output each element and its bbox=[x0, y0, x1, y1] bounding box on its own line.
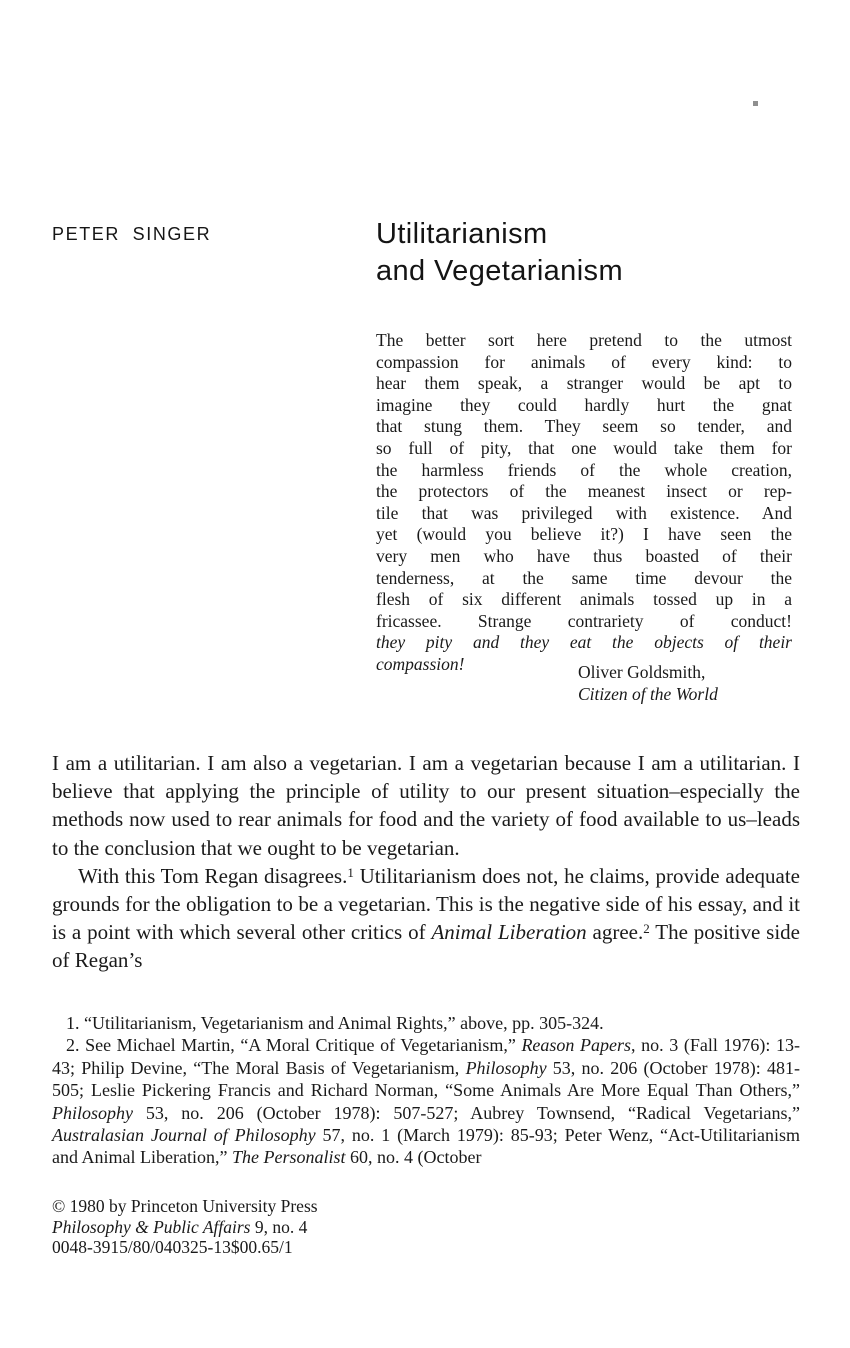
epigraph-line: yet (would you believe it?) I have seen the bbox=[376, 524, 792, 545]
footnote-text: 57, no. 1 (March 1979): 85-93; Peter Wenz, “Act-Utilitarianism and Animal Liberation,” bbox=[52, 1125, 801, 1168]
attribution-work-title: Citizen of the World bbox=[578, 684, 718, 705]
footnote-text: 53, no. 206 (October 1978): 507-527; Aubrey Townsend, “Radical Vegetarians,” bbox=[133, 1102, 800, 1123]
journal-issue: 9, no. 4 bbox=[254, 1216, 308, 1237]
journal-title: Reason Papers bbox=[521, 1035, 632, 1056]
epigraph-line: so full of pity, that one would take them for bbox=[376, 437, 792, 458]
paragraph-text: Utilitarianism does not, he claims, provide adequate grounds for the obligation to be a vegetarian. This is the negative side of his essay, and it is a point with which several other critics of bbox=[52, 863, 800, 945]
epigraph-line: tenderness, at the same time devour the bbox=[376, 567, 792, 588]
journal-title: The Personalist bbox=[231, 1147, 346, 1168]
book-title: Animal Liberation bbox=[431, 920, 587, 945]
epigraph-line-italic: they pity and they eat the objects of their bbox=[376, 632, 792, 653]
epigraph-line: The better sort here pretend to the utmost bbox=[376, 330, 792, 350]
article-title-line-2: and Vegetarianism bbox=[376, 254, 624, 287]
scan-speck bbox=[753, 101, 758, 106]
epigraph-line: that stung them. They seem so tender, and bbox=[376, 416, 792, 437]
body-paragraph-2 bbox=[52, 862, 800, 975]
paragraph-text: agree. bbox=[586, 920, 644, 945]
issn-price-line: 0048-3915/80/040325-13$00.65/1 bbox=[52, 1237, 293, 1258]
epigraph-line: flesh of six different animals tossed up in a bbox=[376, 589, 792, 610]
journal-title: Australasian Journal of Philosophy bbox=[52, 1125, 316, 1146]
body-paragraph-1 bbox=[52, 749, 800, 862]
epigraph-line-italic: compassion! bbox=[376, 653, 465, 674]
journal-title: Philosophy bbox=[52, 1102, 133, 1123]
paragraph-text: The positive side of Regan’s bbox=[52, 920, 800, 973]
footnote-text: 2. See Michael Martin, “A Moral Critique of Vegetarianism,” bbox=[66, 1035, 522, 1056]
footnotes-block bbox=[52, 1012, 800, 1169]
journal-title: Philosophy bbox=[465, 1057, 547, 1078]
footnote-text: , no. 3 (Fall 1976): 13-43; Philip Devine, “The Moral Basis of Vegetarianism, bbox=[52, 1035, 801, 1078]
article-body bbox=[52, 749, 800, 975]
copyright-line: © 1980 by Princeton University Press bbox=[52, 1196, 318, 1216]
article-title bbox=[376, 216, 623, 289]
journal-name: Philosophy & Public Affairs bbox=[52, 1216, 255, 1237]
epigraph-line: the harmless friends of the whole creation, bbox=[376, 459, 792, 480]
article-title-line-1: Utilitarianism bbox=[376, 218, 548, 250]
author-name: PETER SINGER bbox=[52, 224, 212, 244]
footnote-ref-2: 2 bbox=[643, 921, 650, 937]
journal-issue-line bbox=[52, 1217, 318, 1238]
footnote-text: 53, no. 206 (October 1978): 481-505; Leslie Pickering Francis and Richard Norman, “Some Animals Are More Equal Than Others,” bbox=[52, 1057, 800, 1101]
epigraph-line: hear them speak, a stranger would be apt to bbox=[376, 373, 792, 394]
epigraph-line: very men who have thus boasted of their bbox=[376, 545, 792, 566]
epigraph-line: fricassee. Strange contrariety of conduct! bbox=[376, 610, 792, 631]
epigraph-quote bbox=[376, 330, 792, 676]
footnote-1 bbox=[52, 1012, 800, 1034]
epigraph-attribution bbox=[578, 661, 718, 706]
epigraph-line: imagine they could hardly hurt the gnat bbox=[376, 394, 792, 415]
copyright-block bbox=[52, 1196, 318, 1258]
paragraph-text: I am a utilitarian. I am also a vegetarian. I am a vegetarian because I am a utilitarian. I believe that applying the principle of utility to our present situation–especially the methods now used to rear animals for food and the variety of food available to us–leads to the conclusion that we ought to be vegetarian. bbox=[52, 751, 800, 860]
epigraph-line: the protectors of the meanest insect or rep- bbox=[376, 481, 792, 502]
footnote-2 bbox=[52, 1034, 800, 1168]
attribution-author: Oliver Goldsmith, bbox=[578, 662, 706, 682]
footnote-text: 1. “Utilitarianism, Vegetarianism and Animal Rights,” above, pp. 305-324. bbox=[66, 1013, 604, 1033]
epigraph-line: compassion for animals of every kind: to bbox=[376, 351, 792, 372]
epigraph-line: tile that was privileged with existence. And bbox=[376, 502, 792, 523]
footnote-ref-1: 1 bbox=[347, 864, 354, 880]
paragraph-text: With this Tom Regan disagrees. bbox=[78, 863, 348, 888]
footnote-text: 60, no. 4 (October bbox=[345, 1147, 482, 1168]
